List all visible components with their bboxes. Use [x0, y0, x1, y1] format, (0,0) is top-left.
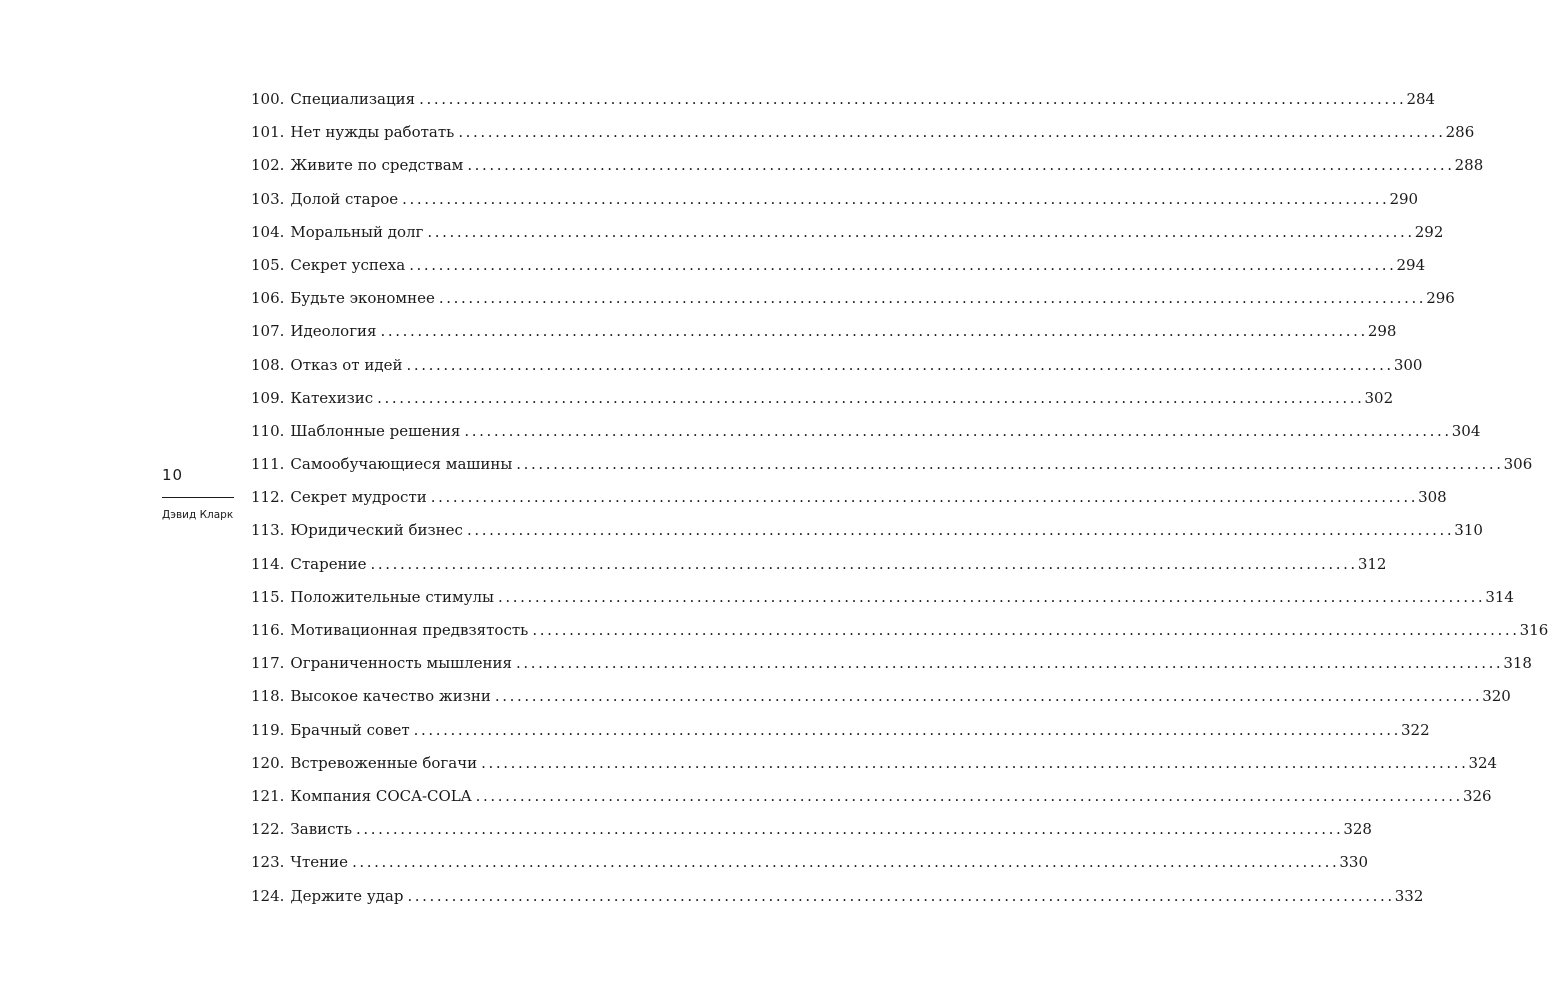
toc-entry-page: 304 [1451, 421, 1481, 440]
toc-entry-page: 298 [1367, 322, 1397, 341]
toc-entry-title: Мотивационная предвзятость [290, 621, 529, 639]
toc-entry-page: 330 [1339, 853, 1369, 872]
toc-entry-leader: ...................................................................................................................................... [427, 222, 1415, 241]
toc-entry-page: 332 [1394, 886, 1424, 905]
toc-entry-leader: ...................................................................................................................................... [377, 388, 1365, 407]
toc-entry[interactable] [251, 222, 1444, 255]
toc-entry-title: Секрет успеха [290, 255, 406, 274]
toc-entry[interactable] [251, 321, 1397, 354]
toc-entry-page: 328 [1343, 820, 1372, 839]
toc-entry-title: Держите удар [290, 886, 404, 905]
toc-entry-leader: ...................................................................................................................................... [497, 587, 1486, 606]
toc-entry-number: 104. [251, 222, 285, 241]
margin-rule [162, 497, 234, 498]
running-margin [162, 466, 234, 522]
toc-entry-title: Зависть [290, 820, 353, 839]
toc-entry-page: 296 [1426, 289, 1455, 308]
toc-entry[interactable] [251, 255, 1426, 288]
toc-entry[interactable] [251, 388, 1394, 421]
toc-entry-leader: ...................................................................................................................................... [515, 654, 1504, 673]
toc-entry[interactable] [251, 587, 1514, 620]
toc-entry-number: 124. [251, 886, 285, 905]
toc-entry-leader: ...................................................................................................................................... [406, 355, 1394, 374]
toc-entry[interactable] [251, 487, 1447, 520]
toc-entry-leader: ...................................................................................................................................... [413, 720, 1401, 739]
toc-entry-number: 109. [251, 388, 285, 407]
toc-entry-page: 316 [1519, 621, 1548, 639]
toc-entry[interactable] [251, 288, 1455, 321]
toc-entry-title: Долой старое [290, 189, 399, 208]
toc-entry-page: 324 [1468, 753, 1498, 772]
toc-entry-number: 113. [251, 521, 285, 540]
toc-entry-title: Будьте экономнее [290, 289, 435, 308]
toc-entry-leader: ...................................................................................................................................... [419, 90, 1407, 108]
toc-entry[interactable] [251, 520, 1483, 553]
toc-entry-title: Ограниченность мышления [290, 654, 512, 673]
toc-entry-number: 122. [251, 820, 285, 839]
toc-entry-number: 112. [251, 488, 285, 507]
toc-entry-title: Шаблонные решения [290, 421, 461, 440]
toc-entry-leader: ...................................................................................................................................... [467, 156, 1455, 175]
toc-entry-leader: ...................................................................................................................................... [516, 455, 1504, 474]
toc-entry[interactable] [251, 155, 1484, 188]
toc-entry-leader: ...................................................................................................................................... [430, 488, 1419, 507]
toc-entry[interactable] [251, 89, 1436, 122]
toc-entry[interactable] [251, 686, 1511, 719]
toc-entry-number: 116. [251, 621, 285, 639]
toc-entry-title: Катехизис [290, 388, 374, 407]
running-author: Дэвид Кларк [162, 509, 234, 521]
toc-entry-leader: ...................................................................................................................................... [494, 687, 1483, 706]
toc-entry-number: 105. [251, 255, 285, 274]
toc-entry-leader: ...................................................................................................................................... [466, 521, 1455, 540]
toc-entry-number: 103. [251, 189, 285, 208]
toc-entry-leader: ...................................................................................................................................... [356, 820, 1344, 839]
toc-entry-number: 121. [251, 786, 285, 805]
toc-entry[interactable] [251, 653, 1532, 686]
toc-entry[interactable] [251, 852, 1369, 885]
toc-entry-page: 306 [1503, 455, 1533, 474]
toc-entry-page: 318 [1503, 654, 1532, 673]
toc-entry-number: 110. [251, 421, 285, 440]
toc-entry-page: 292 [1414, 222, 1444, 241]
toc-entry-number: 102. [251, 156, 285, 175]
toc-entry-page: 326 [1462, 786, 1492, 805]
toc-entry-number: 117. [251, 654, 285, 673]
toc-entry-title: Чтение [290, 853, 349, 872]
toc-entry-page: 314 [1485, 587, 1514, 606]
toc-entry[interactable] [251, 886, 1424, 919]
toc-entry-page: 284 [1406, 90, 1436, 108]
toc-entry[interactable] [251, 454, 1533, 487]
toc-entry-leader: ...................................................................................................................................... [438, 289, 1427, 308]
toc-entry-number: 115. [251, 587, 285, 606]
toc-entry[interactable] [251, 819, 1372, 852]
toc-entry-title: Компания COCA-COLA [290, 786, 472, 805]
toc-entry-title: Нет нужды работать [290, 123, 455, 142]
toc-entry-page: 290 [1389, 189, 1419, 208]
toc-entry-title: Живите по средствам [290, 156, 464, 175]
toc-entry[interactable] [251, 620, 1548, 653]
toc-entry-title: Моральный долг [290, 222, 424, 241]
toc-entry[interactable] [251, 554, 1387, 587]
toc-entry-leader: ...................................................................................................................................... [352, 853, 1340, 872]
toc-entry-leader: ...................................................................................................................................... [370, 554, 1358, 573]
toc-entry-page: 320 [1482, 687, 1511, 706]
toc-entry[interactable] [251, 720, 1430, 753]
toc-entry-number: 114. [251, 554, 285, 573]
toc-entry-title: Положительные стимулы [290, 587, 494, 606]
toc-entry-number: 106. [251, 289, 285, 308]
toc-entry-title: Специализация [290, 90, 416, 108]
toc-entry-leader: ...................................................................................................................................... [409, 255, 1397, 274]
toc-entry-leader: ...................................................................................................................................... [380, 322, 1368, 341]
toc-entry[interactable] [251, 355, 1423, 388]
toc-entry-number: 118. [251, 687, 285, 706]
toc-entry-page: 302 [1364, 388, 1394, 407]
toc-entry-leader: ...................................................................................................................................... [532, 621, 1520, 639]
toc-entry-leader: ...................................................................................................................................... [458, 123, 1446, 142]
toc-entry-number: 119. [251, 720, 285, 739]
toc-entry-page: 312 [1357, 554, 1387, 573]
toc-entry-number: 101. [251, 123, 285, 142]
toc-entry-title: Брачный совет [290, 720, 410, 739]
toc-entry-title: Идеология [290, 322, 377, 341]
toc-entry[interactable] [251, 786, 1492, 819]
toc-entry[interactable] [251, 421, 1481, 454]
toc-entry[interactable] [251, 753, 1498, 786]
toc-entry[interactable] [251, 189, 1419, 222]
toc-entry-page: 286 [1445, 123, 1475, 142]
table-of-contents [251, 89, 1548, 919]
toc-entry[interactable] [251, 122, 1475, 155]
toc-entry-leader: ...................................................................................................................................... [481, 753, 1469, 772]
toc-entry-number: 120. [251, 753, 285, 772]
toc-entry-leader: ...................................................................................................................................... [475, 786, 1463, 805]
toc-entry-title: Старение [290, 554, 367, 573]
toc-entry-page: 310 [1454, 521, 1483, 540]
toc-entry-number: 108. [251, 355, 285, 374]
toc-entry-number: 107. [251, 322, 285, 341]
toc-entry-title: Юридический бизнес [290, 521, 463, 540]
toc-entry-title: Секрет мудрости [290, 488, 427, 507]
toc-entry-number: 123. [251, 853, 285, 872]
toc-entry-page: 300 [1393, 355, 1423, 374]
toc-entry-leader: ...................................................................................................................................... [407, 886, 1395, 905]
toc-entry-title: Отказ от идей [290, 355, 403, 374]
page-number: 10 [162, 466, 184, 484]
toc-entry-page: 308 [1418, 488, 1447, 507]
toc-entry-number: 100. [251, 90, 285, 108]
toc-entry-title: Самообучающиеся машины [290, 455, 513, 474]
toc-entry-title: Встревоженные богачи [290, 753, 478, 772]
toc-entry-page: 322 [1400, 720, 1430, 739]
toc-entry-leader: ...................................................................................................................................... [402, 189, 1390, 208]
toc-entry-page: 288 [1454, 156, 1484, 175]
toc-entry-page: 294 [1396, 255, 1426, 274]
toc-entry-title: Высокое качество жизни [290, 687, 491, 706]
toc-entry-leader: ...................................................................................................................................... [464, 421, 1452, 440]
toc-entry-number: 111. [251, 455, 285, 474]
